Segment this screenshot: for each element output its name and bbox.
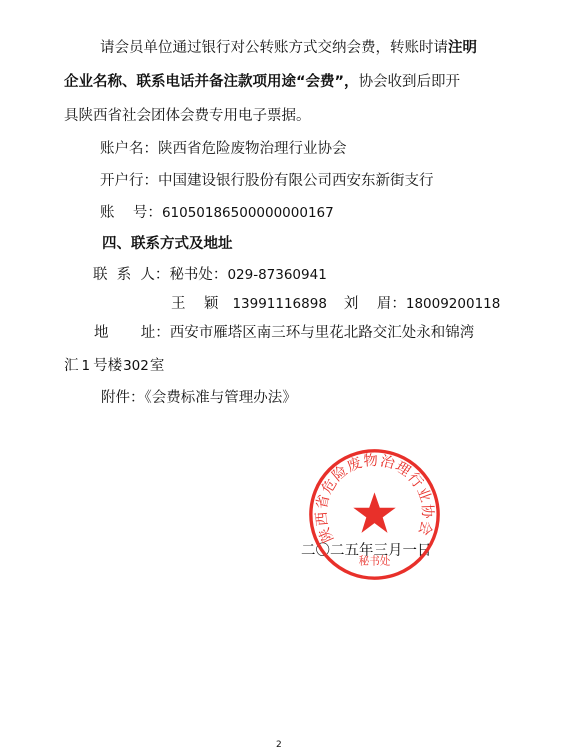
- attachment-label: 附件：: [101, 390, 145, 406]
- bank-row: [100, 169, 434, 190]
- office-phone: 029-87360941: [227, 267, 327, 283]
- address-room-number: 302: [123, 358, 149, 374]
- page-number: 2: [276, 740, 282, 750]
- payment-note-emphasis: 注明: [448, 40, 477, 56]
- payment-note-emphasis-2: 企业名称、联系电话并备注款项用途“会费”，: [64, 74, 359, 90]
- account-name-row: [100, 137, 347, 158]
- person1-phone: 13991116898: [232, 296, 327, 312]
- payment-note-line3: [64, 104, 311, 125]
- contact-label: 联 系 人：: [93, 267, 170, 283]
- seal-star-icon: [353, 492, 395, 532]
- attachment-row: [101, 386, 297, 407]
- contact-persons-row: [171, 292, 500, 313]
- payment-note-text-2: 协会收到后即开: [358, 74, 461, 90]
- section-4-heading: 四、联系方式及地址: [102, 236, 233, 252]
- payment-note-line1: [100, 36, 477, 57]
- official-seal: [307, 447, 442, 582]
- address-part-3: 室: [149, 358, 165, 374]
- account-name-value: 陕西省危险废物治理行业协会: [158, 141, 347, 157]
- address-row: [94, 321, 474, 342]
- account-name-label: 账户名：: [100, 141, 158, 157]
- address-part: 汇: [64, 358, 79, 374]
- attachment-name: 《会费标准与管理办法》: [144, 390, 297, 406]
- office-label: 秘书处：: [169, 267, 228, 283]
- bank-value: 中国建设银行股份有限公司西安东新街支行: [158, 173, 434, 189]
- account-number-label: 账 号：: [100, 205, 162, 221]
- address-row-2: [64, 354, 164, 375]
- address-building-number: 1: [81, 358, 91, 374]
- seal-department: 秘书处: [358, 555, 391, 568]
- payment-note-line2: [64, 70, 460, 91]
- address-label: 地 址：: [94, 325, 170, 341]
- contact-row: [93, 263, 327, 284]
- bank-label: 开户行：: [100, 173, 158, 189]
- account-number-value: 61050186500000000167: [161, 205, 334, 221]
- document-date: 二〇二五年三月一日: [301, 543, 432, 559]
- person2-name: 刘 眉：: [343, 296, 406, 312]
- payment-note-text-3: 具陕西省社会团体会费专用电子票据。: [64, 108, 311, 124]
- person2-phone: 18009200118: [405, 296, 501, 312]
- payment-note-text: 请会员单位通过银行对公转账方式交纳会费，转账时请: [100, 40, 448, 56]
- account-number-row: [100, 201, 334, 222]
- seal-org-name: 陕西省危险废物治理行业协会: [313, 452, 435, 545]
- person1-name: 王 颖: [171, 296, 219, 312]
- address-line1: 西安市雁塔区南三环与里花北路交汇处永和锦湾: [169, 325, 475, 341]
- address-part-2: 号楼: [93, 358, 123, 374]
